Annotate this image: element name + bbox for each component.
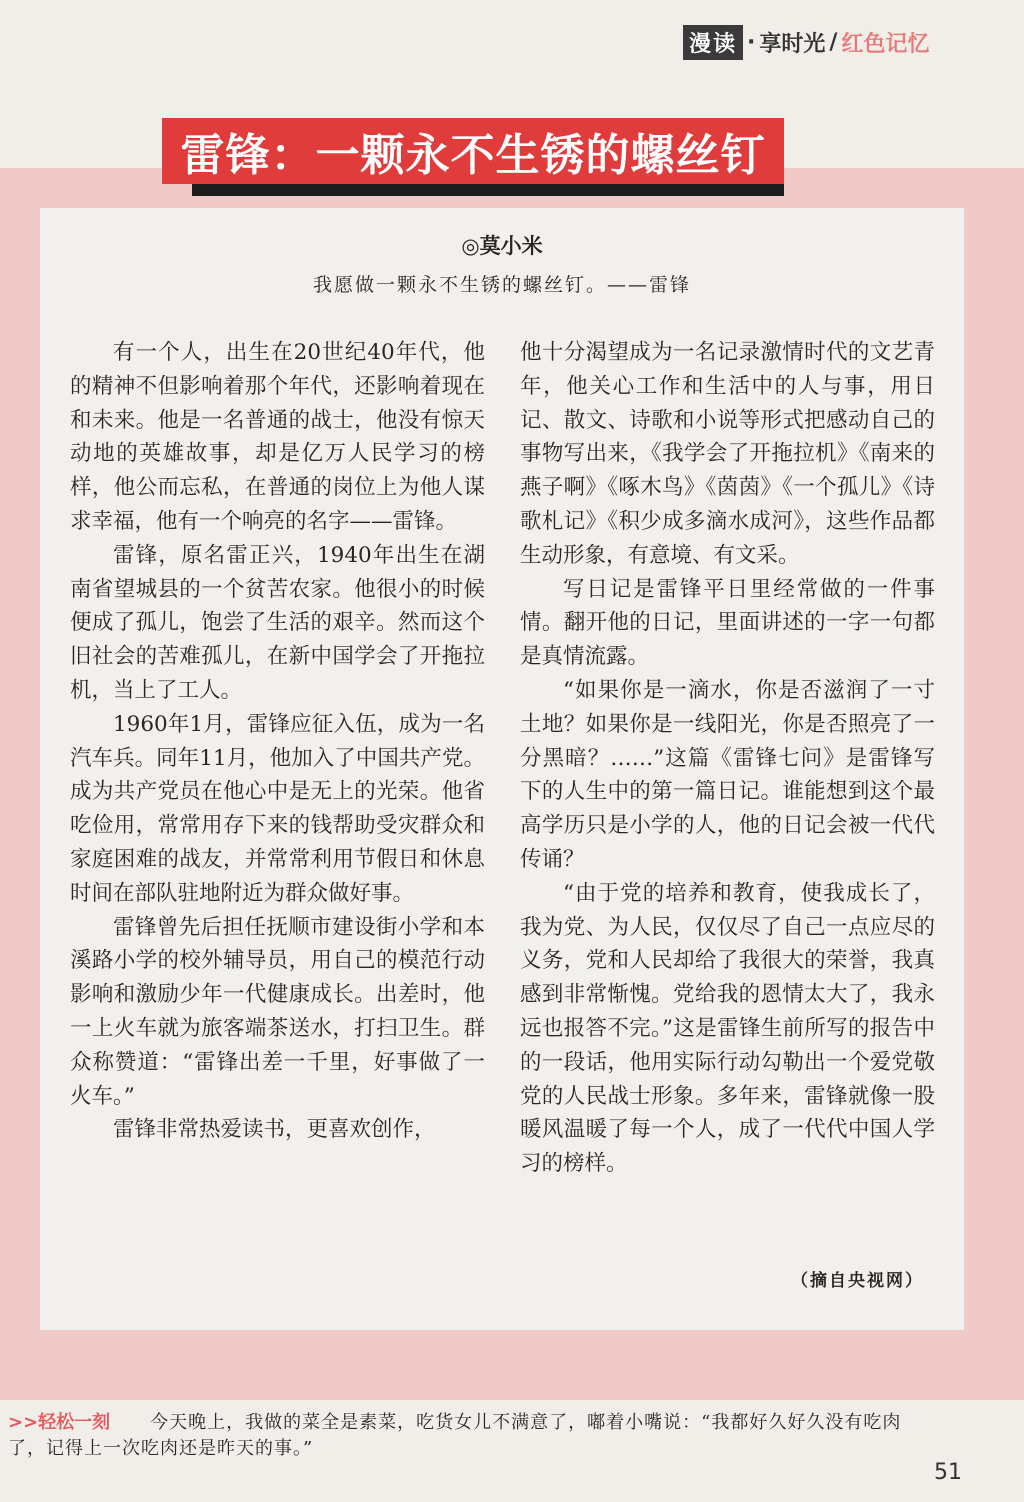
footer-text: 今天晚上，我做的菜全是素菜，吃货女儿不满意了，嘟着小嘴说：“我都好久好久没有吃肉了，记得上一次吃肉还是昨天的事。”	[8, 1412, 902, 1459]
paragraph: 1960年1月，雷锋应征入伍，成为一名汽车兵。同年11月，他加入了中国共产党。成为共产党员在他心中是无上的光荣。他省吃俭用，常常用存下来的钱帮助受灾群众和家庭困难的战友，并常常利用节假日和休息时间在部队驻地附近为群众做好事。	[70, 711, 485, 906]
article-source: （摘自央视网）	[791, 1271, 924, 1291]
article-card	[40, 208, 964, 1330]
column-label: 享时光	[759, 31, 826, 57]
footer-joke	[8, 1410, 928, 1462]
footer-label: >>轻松一刻	[8, 1412, 111, 1433]
section-label: 漫读	[683, 25, 743, 60]
paragraph: “如果你是一滴水，你是否滋润了一寸土地？如果你是一线阳光，你是否照亮了一分黑暗？……”这篇《雷锋七问》是雷锋写下的人生中的第一篇日记。谁能想到这个最高学历只是小学的人，他的日记会被一代代传诵？	[520, 677, 935, 872]
page-header	[683, 26, 929, 58]
paragraph-continuation: 他十分渴望成为一名记录激情时代的文艺青年，他关心工作和生活中的人与事，用日记、散文、诗歌和小说等形式把感动自己的事物写出来，《我学会了开拖拉机》《南来的燕子啊》《啄木鸟》《茵茵》《一个孤儿》《诗歌札记》《积少成多滴水成河》，这些作品都生动形象，有意境、有文采。	[520, 340, 935, 568]
paragraph: 有一个人，出生在20世纪40年代，他的精神不但影响着那个年代，还影响着现在和未来。他是一名普通的战士，他没有惊天动地的英雄故事，却是亿万人民学习的榜样，他公而忘私，在普通的岗位上为他人谋求幸福，他有一个响亮的名字——雷锋。	[70, 340, 485, 534]
subcolumn-label: 红色记忆	[841, 31, 930, 57]
right-column	[520, 336, 935, 1181]
article-title: 雷锋：一颗永不生锈的螺丝钉	[162, 118, 784, 184]
paragraph: 写日记是雷锋平日里经常做的一件事情。翻开他的日记，里面讲述的一字一句都是真情流露。	[520, 576, 935, 670]
left-column	[70, 336, 485, 1147]
article-epigraph: 我愿做一颗永不生锈的螺丝钉。——雷锋	[312, 274, 691, 296]
paragraph: “由于党的培养和教育，使我成长了，我为党、为人民，仅仅尽了自己一点应尽的义务，党和人民却给了我很大的荣誉，我真感到非常惭愧。党给我的恩情太大了，我永远也报答不完。”这是雷锋生前所写的报告中的一段话，他用实际行动勾勒出一个爱党敬党的人民战士形象。多年来，雷锋就像一股暖风温暖了每一个人，成了一代代中国人学习的榜样。	[520, 880, 935, 1177]
header-slash: /	[829, 29, 838, 55]
page-number: 51	[934, 1460, 962, 1485]
separator-dot: ·	[747, 29, 756, 55]
article-author: ◎莫小米	[461, 233, 543, 258]
paragraph: 雷锋非常热爱读书，更喜欢创作，	[113, 1117, 436, 1143]
paragraph: 雷锋曾先后担任抚顺市建设街小学和本溪路小学的校外辅导员，用自己的模范行动影响和激励少年一代健康成长。出差时，他一上火车就为旅客端茶送水，打扫卫生。群众称赞道：“雷锋出差一千里，好事做了一火车。”	[70, 914, 485, 1109]
paragraph: 雷锋，原名雷正兴，1940年出生在湖南省望城县的一个贫苦农家。他很小的时候便成了孤儿，饱尝了生活的艰辛。然而这个旧社会的苦难孤儿，在新中国学会了开拖拉机，当上了工人。	[70, 542, 485, 703]
